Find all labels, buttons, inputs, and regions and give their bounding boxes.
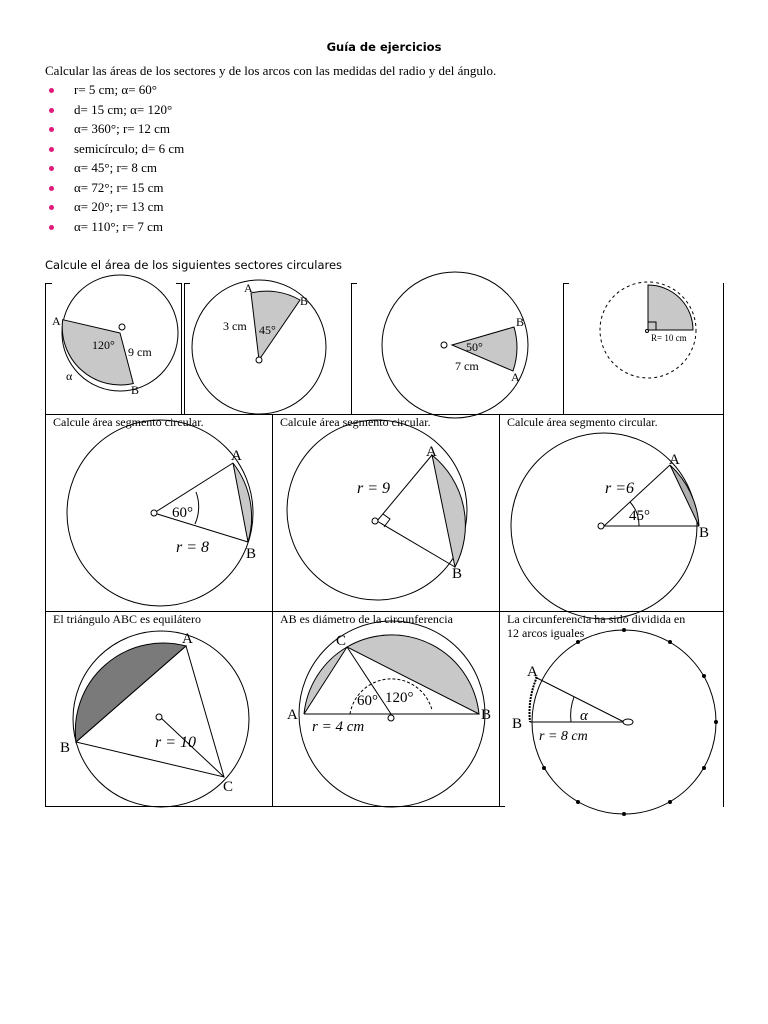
label-point-a: A bbox=[52, 314, 61, 328]
segment-figure-6 bbox=[287, 420, 467, 600]
label-point-b: B bbox=[512, 716, 523, 732]
shaded-segment-small bbox=[304, 647, 347, 714]
circle-shape bbox=[287, 420, 467, 600]
label-point-a: A bbox=[182, 631, 193, 647]
exercise-text: r= 5 cm; α= 60° bbox=[74, 82, 157, 97]
label-point-b: B bbox=[60, 740, 71, 756]
segment-figure-5 bbox=[67, 420, 256, 606]
equilateral-triangle-figure bbox=[60, 631, 249, 807]
sector-figure-1 bbox=[52, 275, 178, 397]
label-radius: 7 cm bbox=[455, 359, 479, 373]
center-point bbox=[441, 342, 447, 348]
label-point-a: A bbox=[244, 281, 253, 295]
intro-text: Calcular las áreas de los sectores y de los arcos con las medidas del radio y del ángulo. bbox=[45, 63, 497, 78]
center-point bbox=[372, 518, 378, 524]
label-radius: r = 10 bbox=[155, 734, 197, 751]
center-point bbox=[646, 330, 649, 333]
label-alpha: α bbox=[580, 708, 588, 724]
label-point-b: B bbox=[699, 525, 710, 541]
exercise-text: d= 15 cm; α= 120° bbox=[74, 101, 173, 117]
angle-arc bbox=[195, 492, 199, 524]
arcs-caption-line-2: 12 arcos iguales bbox=[507, 626, 585, 640]
label-radius: r = 8 cm bbox=[539, 729, 588, 744]
label-radius: r = 9 bbox=[357, 480, 391, 497]
label-angle: 45° bbox=[629, 508, 650, 524]
label-radius: r = 4 cm bbox=[312, 719, 365, 735]
exercise-text: α= 72°; r= 15 cm bbox=[74, 179, 164, 195]
label-angle: 60° bbox=[172, 505, 193, 521]
center-point bbox=[388, 715, 394, 721]
label-point-b: B bbox=[300, 294, 309, 308]
radius-line bbox=[154, 513, 248, 542]
shaded-sector bbox=[648, 285, 693, 330]
shaded-segment bbox=[670, 465, 699, 526]
label-alpha: α bbox=[66, 369, 73, 383]
diameter-caption: AB es diámetro de la circunferencia bbox=[280, 612, 453, 626]
angle-arc bbox=[571, 697, 574, 722]
center-point bbox=[256, 357, 262, 363]
label-point-a: A bbox=[287, 707, 298, 723]
label-point-a: A bbox=[511, 370, 520, 384]
segment-figure-7 bbox=[511, 433, 709, 619]
center-point bbox=[119, 324, 125, 330]
circle-shape bbox=[67, 420, 253, 606]
label-point-b: B bbox=[246, 546, 257, 562]
section-subtitle: Calcule el área de los siguientes sectores circulares bbox=[45, 258, 343, 272]
segment-caption-3: Calcule área segmento circular. bbox=[507, 415, 658, 429]
radius-line bbox=[154, 463, 233, 513]
label-point-b: B bbox=[131, 383, 140, 397]
exercise-text: α= 45°; r= 8 cm bbox=[74, 160, 157, 175]
center-point bbox=[156, 714, 162, 720]
label-radius: 9 cm bbox=[128, 345, 152, 359]
shaded-segment bbox=[233, 463, 252, 542]
label-point-a: A bbox=[527, 664, 538, 680]
label-radius: 3 cm bbox=[223, 319, 247, 333]
label-angle: 120° bbox=[92, 338, 115, 352]
marked-arc bbox=[529, 677, 537, 722]
label-point-a: A bbox=[669, 452, 680, 468]
label-angle-60: 60° bbox=[357, 693, 378, 709]
segment-caption-2: Calcule área segmento circular. bbox=[280, 415, 431, 429]
table-grid bbox=[45, 414, 724, 807]
shaded-segment bbox=[75, 643, 186, 742]
segment-caption-1: Calcule área segmento circular. bbox=[53, 415, 204, 429]
sector-figure-2 bbox=[192, 280, 326, 414]
sector-figure-3 bbox=[382, 272, 528, 418]
page-title: Guía de ejercicios bbox=[326, 40, 442, 54]
label-point-c: C bbox=[336, 633, 347, 649]
label-point-c: C bbox=[223, 779, 234, 795]
label-radius: r = 8 bbox=[176, 539, 210, 556]
label-radius: R= 10 cm bbox=[651, 333, 687, 343]
label-radius: r =6 bbox=[605, 480, 635, 497]
sector-figure-4 bbox=[600, 282, 696, 378]
label-point-b: B bbox=[481, 707, 492, 723]
shaded-segment bbox=[432, 455, 465, 567]
center-point bbox=[598, 523, 604, 529]
exercise-text: semicírculo; d= 6 cm bbox=[74, 140, 185, 156]
radius-line bbox=[377, 521, 455, 567]
center-point bbox=[623, 719, 633, 725]
label-angle-120: 120° bbox=[385, 690, 414, 706]
label-point-b: B bbox=[516, 315, 525, 329]
exercise-text: α= 110°; r= 7 cm bbox=[74, 218, 164, 234]
label-point-b: B bbox=[452, 566, 463, 582]
label-angle: 50° bbox=[466, 340, 483, 354]
label-point-a: A bbox=[426, 444, 437, 460]
exercise-text: α= 20°; r= 13 cm bbox=[74, 199, 164, 214]
exercise-text: α= 360°; r= 12 cm bbox=[74, 121, 170, 136]
label-point-a: A bbox=[231, 448, 242, 464]
center-point bbox=[151, 510, 157, 516]
twelve-arcs-figure bbox=[512, 628, 718, 816]
label-angle: 45° bbox=[259, 323, 276, 337]
arcs-caption-line-1: La circunferencia ha sido dividida en bbox=[507, 612, 686, 626]
diameter-figure bbox=[287, 621, 491, 807]
equilateral-caption: El triángulo ABC es equilátero bbox=[53, 612, 201, 626]
